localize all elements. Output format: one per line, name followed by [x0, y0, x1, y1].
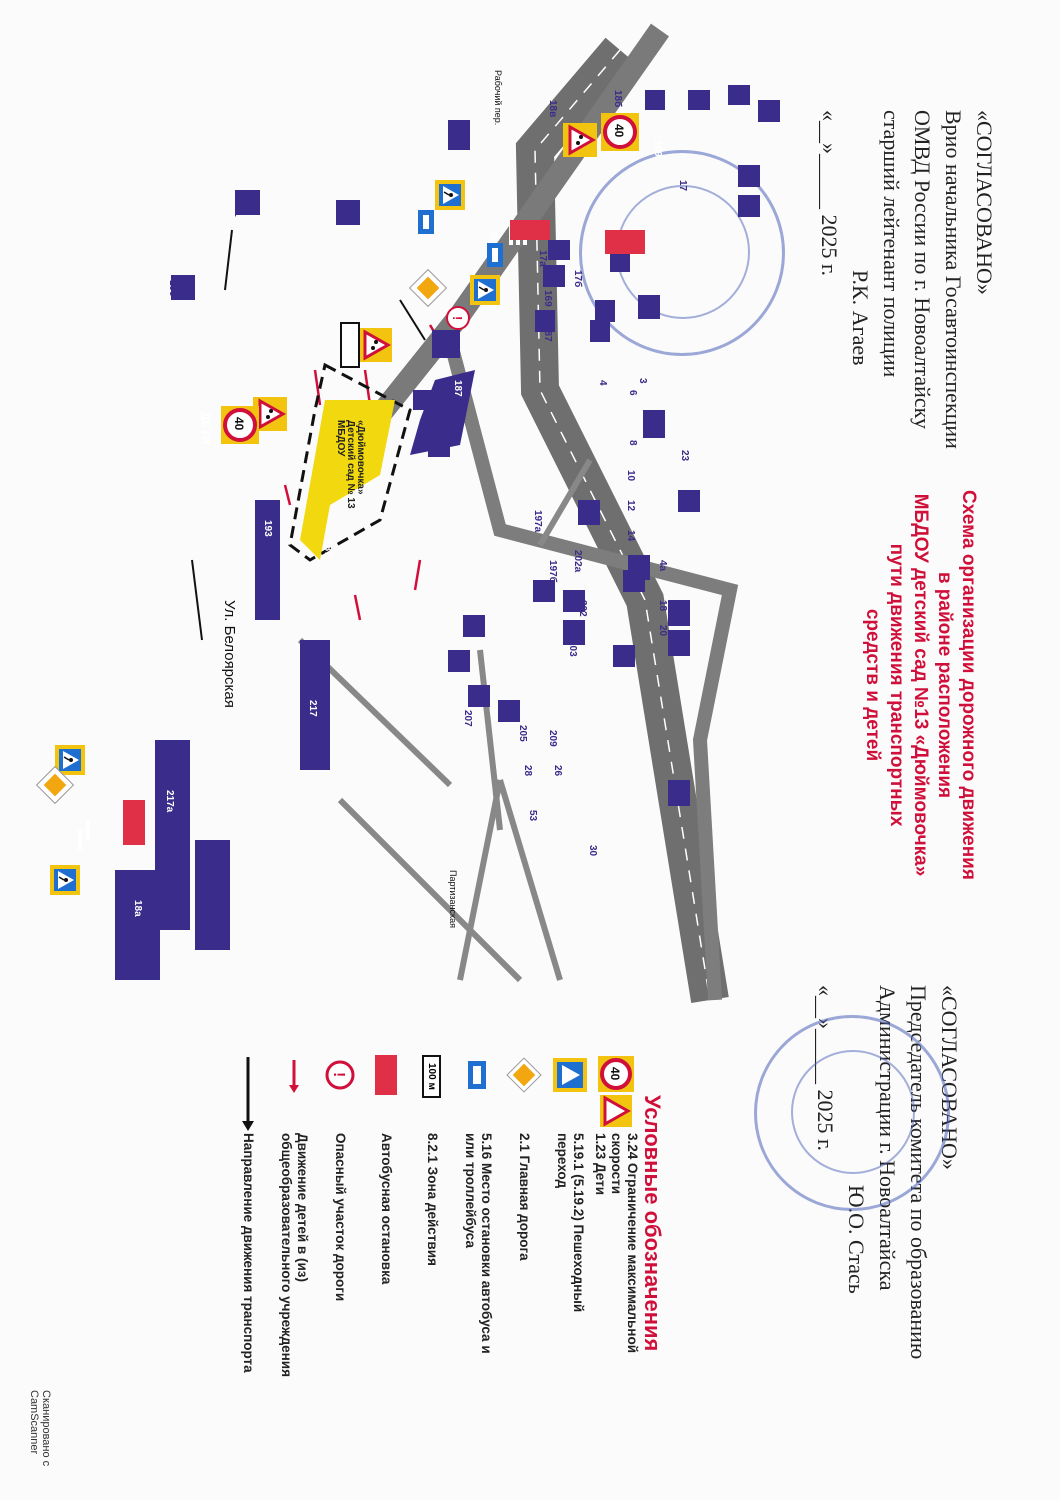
building-label: 6 [627, 390, 638, 396]
street-label-partizanskaya: Партизанская [448, 870, 458, 929]
building-label: 4а [657, 560, 668, 572]
approval-left-line1: Врио начальника Госавтоинспекции [941, 110, 966, 449]
building-label: 207 [462, 710, 473, 727]
street-label-rabochiy: Рабочий пер. [493, 70, 503, 126]
legend-title: Условные обозначения [640, 1095, 665, 1352]
legend [225, 1055, 665, 1485]
building-label: 169 [652, 140, 663, 157]
speed-limit-sign-icon [221, 406, 259, 444]
building-label: 199 [167, 280, 178, 297]
building-label: 217 [307, 700, 318, 717]
legend-zone-icon [412, 1055, 452, 1133]
approval-right-name: Ю.О. Стась [844, 1185, 869, 1294]
legend-item [317, 1055, 363, 1485]
road-marking-deti: ДЕТИ [199, 412, 213, 445]
title-line1: Схема организации дорожного движения [958, 490, 979, 880]
danger-sign-icon [447, 307, 469, 329]
legend-item [547, 1055, 593, 1485]
roads [300, 30, 730, 1050]
building-label: 28 [522, 765, 533, 777]
legend-text: Опасный участок дороги [333, 1133, 348, 1302]
legend-text: Движение детей в (из) общеобразовательного учреждения [279, 1133, 310, 1377]
bus-stop-sign-icon [418, 210, 434, 234]
legend-item [455, 1055, 501, 1485]
building-label: 8 [627, 440, 638, 446]
approval-right-date: «__»_____ 2025 г. [813, 985, 838, 1152]
crossing-sign-icon [470, 275, 500, 305]
building-label: 187 [542, 325, 553, 342]
kindergarten-label-1: МБДОУ [335, 420, 346, 457]
building-label: 23 [679, 450, 690, 462]
building-label: 4 [597, 380, 608, 386]
legend-item [409, 1055, 455, 1485]
building-label: 53 [487, 232, 498, 244]
approval-right-heading: «СОГЛАСОВАНО» [937, 985, 962, 1170]
building-label: 201 [232, 200, 243, 217]
building-label: 18а [132, 900, 143, 917]
legend-text: 8.2.1 Зона действия [425, 1133, 440, 1266]
legend-danger-icon [320, 1055, 360, 1133]
speed-limit-value: 40 [232, 417, 246, 431]
legend-children-path-icon [274, 1055, 314, 1133]
legend-text: Автобусная остановка [379, 1133, 394, 1285]
approval-left-line3: старший лейтенант полиции [879, 110, 904, 378]
children-sign-icon [358, 328, 392, 362]
approval-left-heading: «СОГЛАСОВАНО» [972, 110, 997, 295]
building-label: 26 [552, 765, 563, 777]
legend-text: 3.24 Ограничение максимальной скорости 1.23 Дети [593, 1133, 640, 1354]
building-label: 169 [542, 290, 553, 307]
title-line3: МБДОУ детский сад №13 «Дюймовочка» [910, 493, 931, 877]
svg-text:40: 40 [608, 1067, 622, 1081]
legend-item [271, 1055, 317, 1485]
building-label: 30 [587, 845, 598, 857]
approval-right-line1: Председатель комитета по образованию [906, 985, 931, 1360]
bus-stop-sign-icon [487, 243, 503, 267]
building-label: 18в [547, 100, 558, 118]
building-label: 53 [527, 810, 538, 822]
legend-bus-area-icon [366, 1055, 406, 1133]
approval-left-date: «__»_____ 2025 г. [817, 110, 842, 277]
legend-speed-children-icon [596, 1055, 636, 1133]
legend-traffic-direction-icon [228, 1055, 268, 1133]
bus-stop-area [605, 230, 645, 254]
building-label: 187 [452, 380, 463, 397]
building-label: 187 [322, 540, 333, 557]
building-label: 14 [625, 530, 636, 542]
bus-stop-area [510, 220, 550, 240]
building-label: 17 [677, 180, 688, 192]
crossing-sign-icon [435, 180, 465, 210]
building-label: 17б [572, 270, 583, 288]
speed-limit-sign-icon [601, 113, 639, 151]
legend-crossing-icon [550, 1055, 590, 1133]
svg-text:!: ! [450, 316, 465, 321]
building-label: 197а [532, 510, 543, 533]
building-label: 193 [262, 520, 273, 537]
speed-limit-value: 40 [612, 124, 626, 138]
approval-left-name: Р.К. Агаев [848, 270, 873, 366]
legend-item [501, 1055, 547, 1485]
building-label: 203 [567, 640, 578, 657]
title-line2: в районе расположения [934, 571, 955, 799]
building-label: 209 [547, 730, 558, 747]
legend-text: 5.16 Место остановки автобуса и или троллейбуса [463, 1133, 494, 1354]
title-line5: средств и детей [862, 608, 883, 762]
building-label: 20 [657, 625, 668, 637]
main-road-sign-icon [410, 270, 447, 307]
kindergarten-label-2: Детский сад № 13 [345, 420, 356, 509]
approval-right-line2: Администрации г. Новоалтайска [875, 985, 900, 1291]
bus-stop-area [123, 800, 145, 845]
camscanner-footer: Сканировано с CamScanner [28, 1390, 52, 1467]
building-label: 17а [537, 250, 548, 267]
legend-text: 5.19.1 (5.19.2) Пешеходный переход [555, 1133, 586, 1313]
legend-bus-stop-icon [458, 1055, 498, 1133]
building-label: 18б [612, 90, 623, 108]
legend-text: Направление движения транспорта [241, 1133, 256, 1373]
building-label: 217а [164, 790, 175, 813]
building-label: 10 [625, 470, 636, 482]
svg-text:!: ! [330, 1072, 347, 1078]
approval-left-line2: ОМВД России по г. Новоалтайску [910, 110, 935, 430]
zone-label: 100 м [423, 1055, 442, 1098]
building-label: 16 [625, 565, 636, 577]
building-label: 205 [517, 725, 528, 742]
legend-text: 2.1 Главная дорога [517, 1133, 532, 1261]
crossing-sign-icon [50, 865, 80, 895]
building-label: 197б [547, 560, 558, 583]
building-label: 18 [657, 600, 668, 612]
building-label: 202 [577, 600, 588, 617]
kindergarten-label-3: «Дюймовочка» [355, 420, 366, 495]
title-line4: пути движения транспортных [886, 543, 907, 827]
street-label-beloyarskaya: Ул. Белоярская [221, 600, 238, 708]
legend-item [363, 1055, 409, 1485]
building-label: 202а [572, 550, 583, 573]
building-label: 3 [637, 378, 648, 384]
building-label: 12 [625, 500, 636, 512]
children-sign-icon [563, 123, 597, 157]
legend-item [593, 1055, 639, 1485]
legend-main-road-icon [504, 1055, 544, 1133]
legend-item [225, 1055, 271, 1485]
zone-sign-icon [341, 323, 359, 367]
